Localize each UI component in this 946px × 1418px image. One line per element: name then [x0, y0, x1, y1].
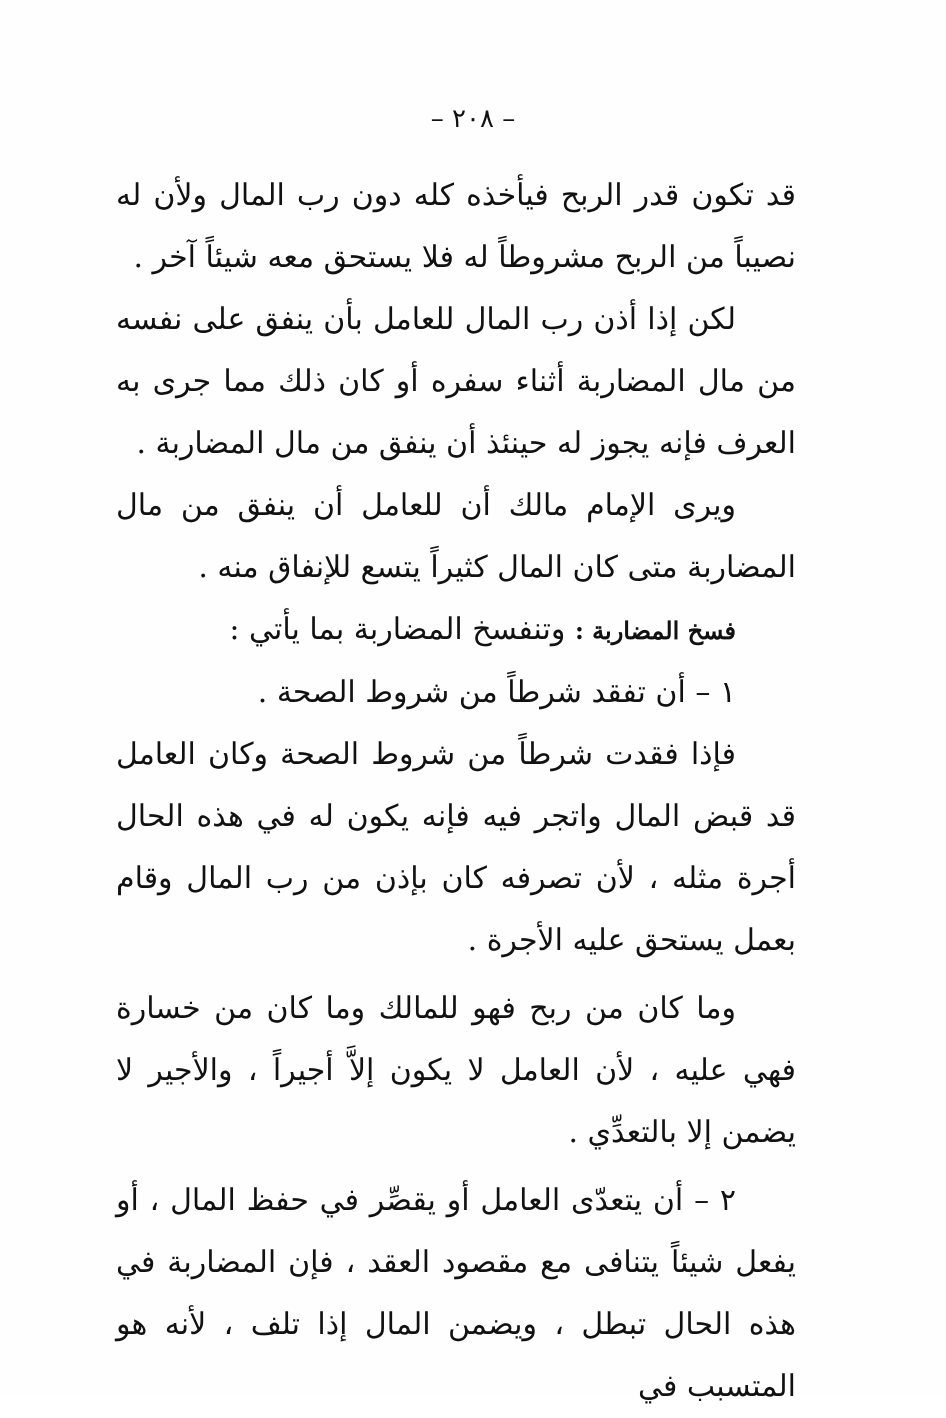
- paragraph-5: ١ – أن تفقد شرطاً من شروط الصحة .: [257, 675, 736, 710]
- section-heading-text: وتنفسخ المضاربة بما يأتي :: [229, 612, 575, 647]
- paragraph-2: لكن إذا أذن رب المال للعامل بأن ينفق على نفسه من مال المضاربة أثناء سفره أو كان ذلك مما جرى به العرف فإنه يجوز له حينئذ أن ينفق من مال المضاربة .: [116, 302, 796, 461]
- page-number: – ٢٠٨ –: [430, 104, 516, 134]
- paragraph-4: [116, 599, 796, 662]
- section-heading-label: فسخ المضاربة :: [574, 616, 736, 645]
- body-text: [116, 165, 796, 1418]
- paragraph-1: قد تكون قدر الربح فيأخذه كله دون رب المال ولأن له نصيباً من الربح مشروطاً له فلا يستحق معه شيئاً آخر .: [116, 178, 796, 275]
- paragraph-6: فإذا فقدت شرطاً من شروط الصحة وكان العامل قد قبض المال واتجر فيه فإنه يكون له في هذه الحال أجرة مثله ، لأن تصرفه كان بإذن من رب المال وقام بعمل يستحق عليه الأجرة .: [116, 737, 796, 958]
- paragraph-8: ٢ – أن يتعدّى العامل أو يقصِّر في حفظ المال ، أو يفعل شيئاً يتنافى مع مقصود العقد ، فإن المضاربة في هذه الحال تبطل ، ويضمن المال إذا تلف ، لأنه هو المتسبب في: [116, 1183, 796, 1404]
- paragraph-3: ويرى الإمام مالك أن للعامل أن ينفق من مال المضاربة متى كان المال كثيراً يتسع للإنفاق منه .: [116, 488, 796, 585]
- paragraph-7: وما كان من ربح فهو للمالك وما كان من خسارة فهي عليه ، لأن العامل لا يكون إلاَّ أجيراً ، والأجير لا يضمن إلا بالتعدِّي .: [116, 991, 796, 1150]
